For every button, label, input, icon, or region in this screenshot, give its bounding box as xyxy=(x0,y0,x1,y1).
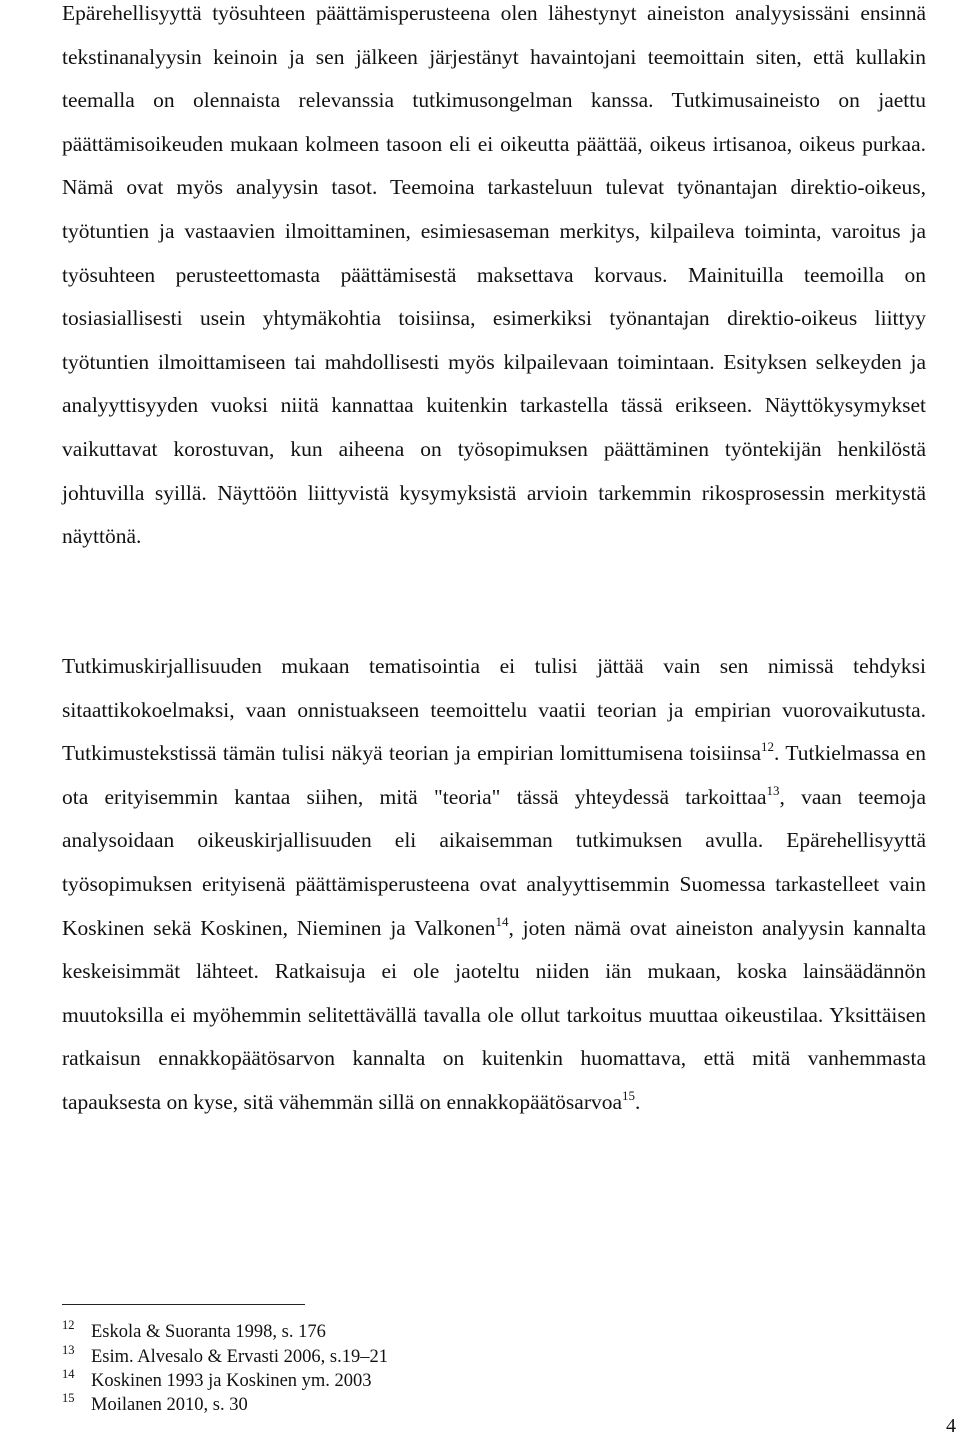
paragraph-1: Epärehellisyyttä työsuhteen päättämisperusteena olen lähestynyt aineiston analyysissäni ensinnä tekstinanalyysin keinoin ja sen jälkeen järjestänyt havaintojani teemoittain siten, että kullakin teemalla on olennaista relevanssia tutkimusongelman kanssa. Tutkimusaineisto on jaettu päättämisoikeuden mukaan kolmeen tasoon eli ei oikeutta päättää, oikeus irtisanoa, oikeus purkaa. Nämä ovat myös analyysin tasot. Teemoina tarkasteluun tulevat työnantajan direktio-oikeus, työtuntien ja vastaavien ilmoittaminen, esimiesaseman merkitys, kilpaileva toiminta, varoitus ja työsuhteen perusteettomasta päättämisestä maksettava korvaus. Mainituilla teemoilla on tosiasiallisesti usein yhtymäkohtia toisiinsa, esimerkiksi työnantajan direktio-oikeus liittyy työtuntien ilmoittamiseen tai mahdollisesti myös kilpailevaan toimintaan. Esityksen selkeyden ja analyyttisyyden vuoksi niitä kannattaa kuitenkin tarkastella tässä erikseen. Näyttökysymykset vaikuttavat korostuvan, kun aiheena on työsopimuksen päättäminen työntekijän henkilöstä johtuvilla syillä. Näyttöön liittyvistä kysymyksistä arvioin tarkemmin rikosprosessin merkitystä näyttönä. xyxy=(62,1,926,549)
paragraph-2-text: , vaan teemoja analysoidaan oikeuskirjallisuuden eli aikaisemman tutkimuksen avulla. Epärehellisyyttä työsopimuksen erityisenä päättämisperusteena ovat analyyttisemmin Suomessa tarkastelleet vain Koskinen sekä Koskinen, Nieminen ja Valkonen xyxy=(62,784,926,940)
footnote-text: Koskinen 1993 ja Koskinen ym. 2003 xyxy=(91,1371,372,1391)
footnote-number: 15 xyxy=(62,1391,75,1405)
footnote-text: Esim. Alvesalo & Ervasti 2006, s.19–21 xyxy=(91,1347,389,1367)
footnote-separator xyxy=(62,1304,305,1305)
paragraph-2-text: . xyxy=(635,1089,641,1114)
page-number: 4 xyxy=(946,1415,956,1437)
footnote-ref-13[interactable]: 13 xyxy=(766,782,780,798)
paragraph-2-text: . Tutkielmassa en ota erityisemmin kantaa siihen, mitä "teoria" tässä yhteydessä tarkoittaa xyxy=(62,741,926,809)
footnote-ref-15[interactable]: 15 xyxy=(622,1087,636,1103)
paragraph-2 xyxy=(62,645,926,1125)
paragraph-2-text: Tutkimuskirjallisuuden mukaan tematisointia ei tulisi jättää vain sen nimissä tehdyksi sitaattikokoelmaksi, vaan onnistuakseen teemoittelu vaatii teorian ja empirian vuorovaikutusta. Tutkimustekstissä tämän tulisi näkyä teorian ja empirian lomittumisena toisiinsa xyxy=(62,654,926,766)
footnote-text: Moilanen 2010, s. 30 xyxy=(91,1395,248,1415)
footnote-ref-12[interactable]: 12 xyxy=(761,739,774,755)
footnote-number: 12 xyxy=(62,1318,75,1332)
footnote-text: Eskola & Suoranta 1998, s. 176 xyxy=(91,1322,326,1342)
footnote-number: 13 xyxy=(62,1343,75,1357)
footnote-number: 14 xyxy=(62,1367,75,1381)
footnote-ref-14[interactable]: 14 xyxy=(495,913,509,929)
paragraph-2-text: , joten nämä ovat aineiston analyysin kannalta keskeisimmät lähteet. Ratkaisuja ei ole jaoteltu niiden iän mukaan, koska lainsäädännön muutoksilla ei myöhemmin selitettävällä tavalla ole ollut tarkoitus muuttaa oikeustilaa. Yksittäisen ratkaisun ennakkopäätösarvon kannalta on kuitenkin huomattava, että mitä vanhemmasta tapauksesta on kyse, sitä vähemmän sillä on ennakkopäätösarvoa xyxy=(62,915,926,1114)
